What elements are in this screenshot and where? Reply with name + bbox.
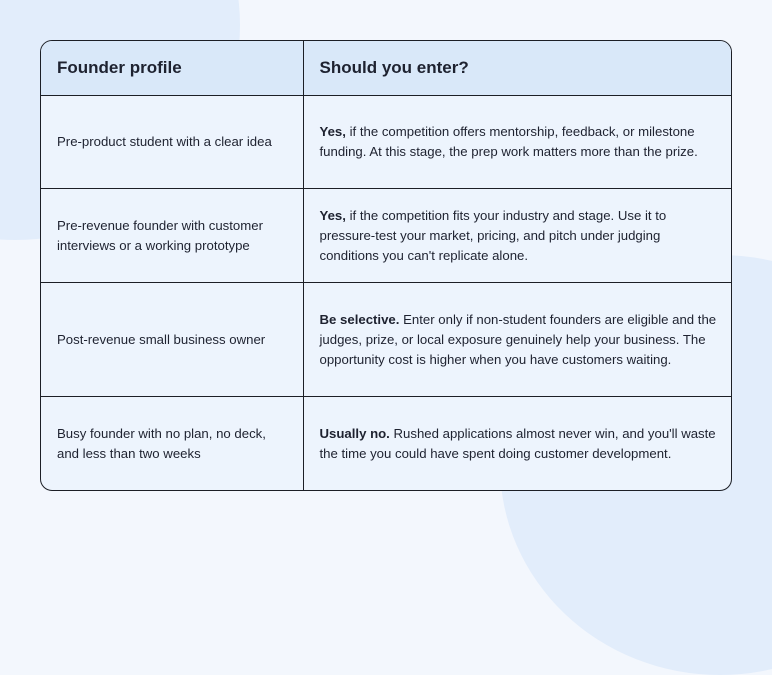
recommendation-verdict: Be selective. [319, 311, 400, 327]
header-should-you-enter: Should you enter? [303, 41, 732, 96]
recommendation-cell [303, 189, 732, 283]
recommendation-verdict: Yes, [319, 207, 346, 223]
recommendation-cell [303, 397, 732, 491]
founder-profile-cell: Busy founder with no plan, no deck, and less than two weeks [41, 397, 303, 491]
recommendation-detail: if the competition offers mentorship, feedback, or milestone funding. At this stage, the prep work matters more than the prize. [319, 124, 698, 159]
table-row [41, 96, 732, 189]
founder-profile-cell: Post-revenue small business owner [41, 283, 303, 397]
founder-profile-cell: Pre-product student with a clear idea [41, 96, 303, 189]
recommendation-verdict: Yes, [319, 124, 346, 139]
founder-profile-cell: Pre-revenue founder with customer interviews or a working prototype [41, 189, 303, 283]
table-row [41, 189, 732, 283]
recommendation-detail: Rushed applications almost never win, and you'll waste the time you could have spent doing customer development. [319, 425, 716, 461]
recommendation-verdict: Usually no. [319, 425, 390, 441]
recommendation-detail: if the competition fits your industry and stage. Use it to pressure-test your market, pricing, and pitch under judging conditions you can't replicate alone. [319, 207, 667, 263]
recommendation-detail: Enter only if non-student founders are eligible and the judges, prize, or local exposure genuinely help your business. The opportunity cost is higher when you have customers waiting. [319, 311, 717, 367]
recommendation-cell [303, 283, 732, 397]
recommendation-cell [303, 96, 732, 189]
table-row [41, 283, 732, 397]
founder-decision-table-card [40, 40, 732, 491]
header-founder-profile: Founder profile [41, 41, 303, 96]
founder-decision-table [41, 41, 732, 490]
table-header-row [41, 41, 732, 96]
table-row [41, 397, 732, 491]
